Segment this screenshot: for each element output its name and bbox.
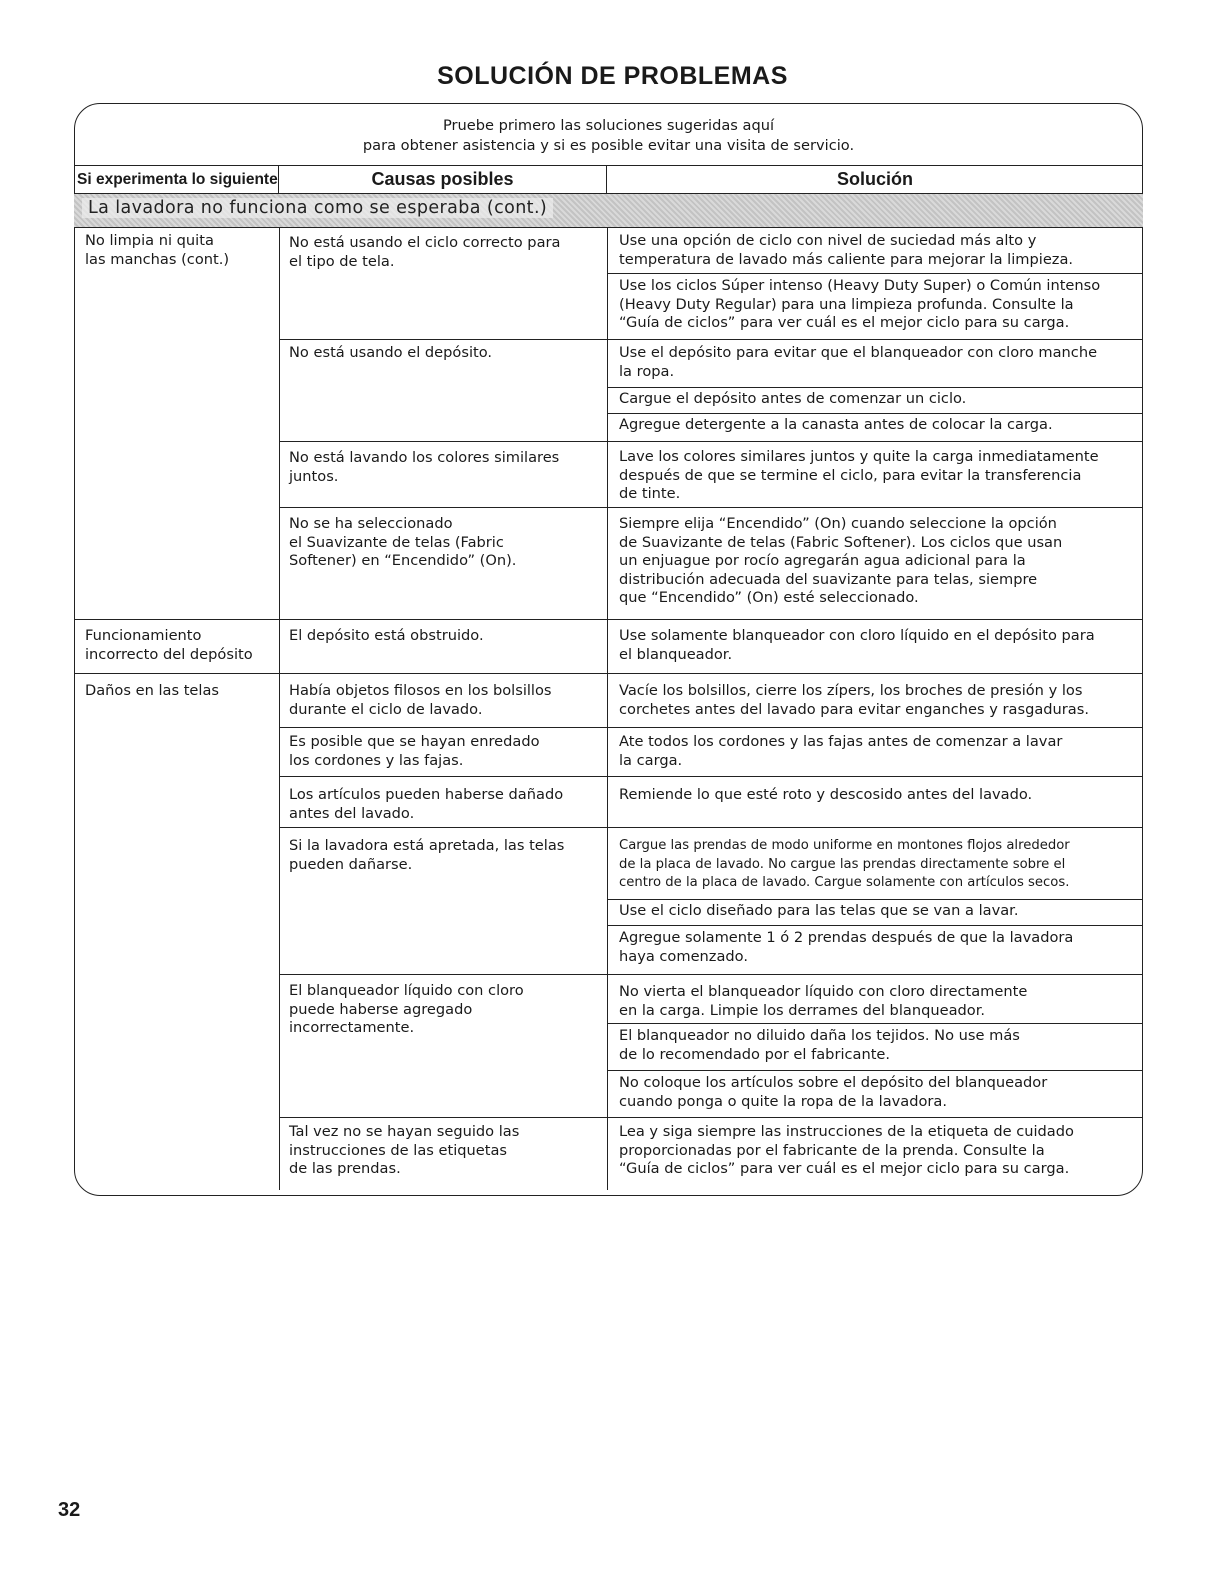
solution-divider — [607, 1023, 1143, 1024]
intro-text — [74, 116, 1143, 156]
solution-cell: Agregue detergente a la canasta antes de colocar la carga. — [619, 416, 1053, 433]
solution-cell: Lea y siga siempre las instrucciones de la etiqueta de cuidado proporcionadas por el fabricante de la prenda. Consulte la “Guía de ciclos” para ver cuál es el mejor ciclo para su carga. — [619, 1123, 1074, 1177]
header-solution: Solución — [837, 169, 913, 189]
cause-divider — [279, 441, 1143, 442]
page-title: SOLUCIÓN DE PROBLEMAS — [437, 62, 788, 90]
section-title: La lavadora no funciona como se esperaba (cont.) — [82, 198, 553, 218]
solution-cell: Agregue solamente 1 ó 2 prendas después de que la lavadora haya comenzado. — [619, 929, 1074, 965]
solution-divider — [607, 899, 1143, 900]
column-divider-1 — [279, 228, 280, 1190]
solution-cell: Use solamente blanqueador con cloro líquido en el depósito para el blanqueador. — [619, 627, 1095, 663]
cause-cell: Si la lavadora está apretada, las telas pueden dañarse. — [289, 837, 565, 873]
cause-divider — [279, 507, 1143, 508]
cause-cell: No está usando el depósito. — [289, 344, 493, 361]
symptom-cell: No limpia ni quita las manchas (cont.) — [85, 232, 230, 268]
solution-cell: Cargue el depósito antes de comenzar un ciclo. — [619, 390, 967, 407]
section-header — [74, 194, 1143, 228]
cause-cell: El blanqueador líquido con cloro puede haberse agregado incorrectamente. — [289, 982, 524, 1036]
cause-divider — [279, 776, 1143, 777]
column-divider-2 — [607, 228, 608, 1190]
cause-divider — [279, 1117, 1143, 1118]
header-symptom: Si experimenta lo siguiente — [74, 166, 279, 193]
row-divider — [74, 619, 1143, 620]
solution-cell: Use una opción de ciclo con nivel de suciedad más alto y temperatura de lavado más caliente para mejorar la limpieza. — [619, 232, 1074, 268]
cause-cell: No se ha seleccionado el Suavizante de telas (Fabric Softener) en “Encendido” (On). — [289, 515, 517, 569]
row-divider — [74, 673, 1143, 674]
cause-divider — [279, 339, 1143, 340]
table-header-row — [74, 165, 1143, 194]
cause-divider — [279, 974, 1143, 975]
solution-divider — [607, 387, 1143, 388]
cause-cell: Los artículos pueden haberse dañado antes del lavado. — [289, 786, 564, 822]
solution-cell: Use los ciclos Súper intenso (Heavy Duty Super) o Común intenso (Heavy Duty Regular) para una limpieza profunda. Consulte la “Guía de ciclos” para ver cuál es el mejor ciclo para su carga. — [619, 277, 1101, 331]
cause-cell: No está usando el ciclo correcto para el tipo de tela. — [289, 234, 561, 270]
solution-divider — [607, 273, 1143, 274]
cause-cell: El depósito está obstruido. — [289, 627, 484, 644]
cause-cell: Tal vez no se hayan seguido las instrucciones de las etiquetas de las prendas. — [289, 1123, 520, 1177]
solution-cell: Ate todos los cordones y las fajas antes de comenzar a lavar la carga. — [619, 733, 1063, 769]
solution-cell: Use el depósito para evitar que el blanqueador con cloro manche la ropa. — [619, 344, 1098, 380]
symptom-cell: Funcionamiento incorrecto del depósito — [85, 627, 253, 663]
solution-cell: No vierta el blanqueador líquido con cloro directamente en la carga. Limpie los derrames del blanqueador. — [619, 983, 1028, 1019]
solution-divider — [607, 413, 1143, 414]
solution-divider — [607, 1070, 1143, 1071]
solution-divider — [607, 925, 1143, 926]
solution-cell: Siempre elija “Encendido” (On) cuando seleccione la opción de Suavizante de telas (Fabric Softener). Los ciclos que usan un enjuague por rocío agregarán agua adicional para la distribución adecuada del suavizante para telas, siempre que “Encendido” (On) esté seleccionado. — [619, 515, 1063, 606]
cause-divider — [279, 727, 1143, 728]
solution-cell: Vacíe los bolsillos, cierre los zípers, los broches de presión y los corchetes antes del lavado para evitar enganches y rasgaduras. — [619, 682, 1089, 718]
intro-line-2: para obtener asistencia y si es posible evitar una visita de servicio. — [362, 137, 855, 154]
solution-cell: Use el ciclo diseñado para las telas que se van a lavar. — [619, 902, 1019, 919]
solution-cell: Lave los colores similares juntos y quite la carga inmediatamente después de que se termine el ciclo, para evitar la transferencia de tinte. — [619, 448, 1099, 502]
page-number: 32 — [58, 1499, 81, 1521]
cause-cell: Había objetos filosos en los bolsillos durante el ciclo de lavado. — [289, 682, 552, 718]
cause-cell: Es posible que se hayan enredado los cordones y las fajas. — [289, 733, 540, 769]
cause-cell: No está lavando los colores similares juntos. — [289, 449, 560, 485]
symptom-cell: Daños en las telas — [85, 682, 220, 699]
cause-divider — [279, 827, 1143, 828]
solution-cell: El blanqueador no diluido daña los tejidos. No use más de lo recomendado por el fabricante. — [619, 1027, 1020, 1063]
header-causes: Causas posibles — [279, 166, 607, 193]
intro-line-1: Pruebe primero las soluciones sugeridas aquí — [442, 117, 775, 134]
solution-cell: No coloque los artículos sobre el depósito del blanqueador cuando ponga o quite la ropa de la lavadora. — [619, 1074, 1048, 1110]
solution-cell: Cargue las prendas de modo uniforme en montones flojos alrededor de la placa de lavado. No cargue las prendas directamente sobre el centro de la placa de lavado. Cargue solamente con artículos secos. — [619, 838, 1070, 890]
solution-cell: Remiende lo que esté roto y descosido antes del lavado. — [619, 786, 1033, 803]
